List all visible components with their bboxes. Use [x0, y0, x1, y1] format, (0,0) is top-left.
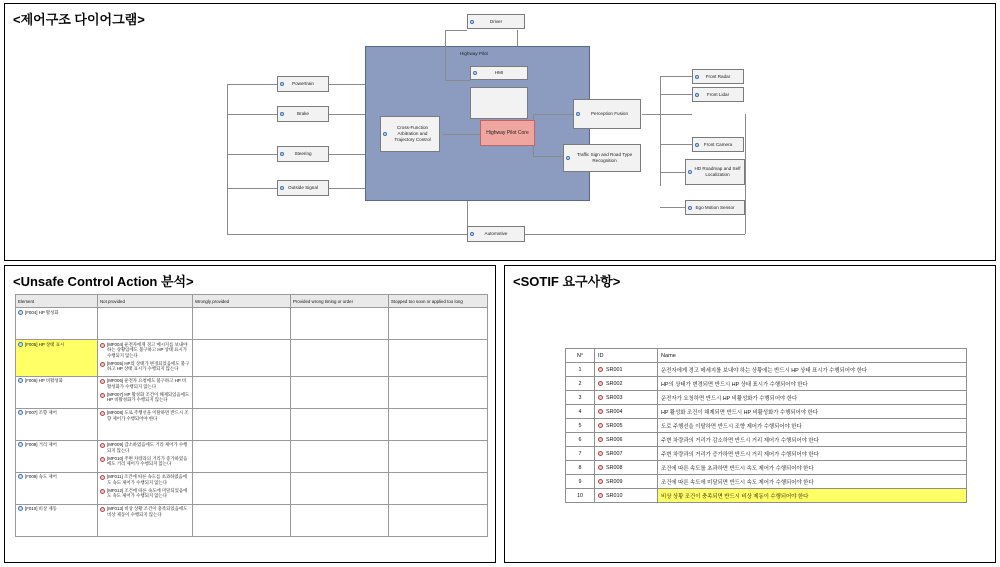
sotif-num-cell: 1: [566, 363, 595, 377]
sotif-num-cell: 8: [566, 461, 595, 475]
control-structure-diagram: [5, 4, 997, 262]
table-row[interactable]: [566, 433, 967, 447]
node-icon: [695, 75, 699, 79]
node-label: Front Radar: [705, 73, 731, 79]
requirement-icon: [598, 437, 603, 442]
sotif-name-cell: 조건에 따른 속도를 초과하면 반드시 속도 제어가 수행되어야 한다: [658, 461, 967, 475]
uca-wrongly-provided-cell: [193, 376, 291, 408]
uca-element-cell: [F005] HP 상태 표시: [16, 340, 98, 377]
uca-item: [MF009] 감소하였음에도 거리 제어가 수행되지 않는다: [100, 442, 190, 453]
uca-not-provided-cell: [98, 472, 193, 504]
sotif-num-cell: 5: [566, 419, 595, 433]
table-row[interactable]: [16, 408, 488, 440]
sotif-num-cell: 4: [566, 405, 595, 419]
node-label: Powertrain: [292, 81, 314, 87]
node-hd-roadmap-localization[interactable]: [685, 159, 745, 185]
node-front-camera[interactable]: [692, 137, 744, 152]
requirement-icon: [598, 451, 603, 456]
element-icon: [18, 378, 23, 383]
connector: [660, 144, 692, 145]
node-label: Brake: [296, 111, 309, 117]
node-cross-function-arbitration[interactable]: [380, 116, 440, 152]
sotif-table-header-row: [566, 349, 967, 363]
table-row[interactable]: [16, 472, 488, 504]
table-row[interactable]: [566, 475, 967, 489]
requirement-icon: [598, 395, 603, 400]
uca-wrongly-provided-cell: [193, 408, 291, 440]
uca-stopped-too-soon-cell: [389, 472, 488, 504]
node-label: Steering: [294, 151, 312, 157]
sotif-num-cell: 3: [566, 391, 595, 405]
connector: [533, 114, 573, 115]
connector: [515, 234, 745, 235]
node-outside-signal[interactable]: [277, 180, 329, 196]
uca-item-icon: [100, 489, 105, 494]
node-front-lidar[interactable]: [692, 87, 744, 102]
connector: [227, 114, 277, 115]
node-icon: [470, 20, 474, 24]
element-icon: [18, 310, 23, 315]
requirement-icon: [598, 479, 603, 484]
uca-item-icon: [100, 411, 105, 416]
node-label: Cross-Function Arbitration and Trajectory Control: [394, 125, 431, 142]
uca-wrong-timing-cell: [291, 340, 389, 377]
node-label: Highway Pilot Core: [486, 130, 529, 136]
uca-not-provided-cell: [98, 504, 193, 536]
connector: [660, 76, 661, 186]
node-label: Ego Motion Sensor: [695, 204, 735, 210]
node-icon: [473, 71, 477, 75]
uca-wrong-timing-cell: [291, 472, 389, 504]
node-icon: [695, 143, 699, 147]
table-row[interactable]: [566, 461, 967, 475]
requirement-icon: [598, 367, 603, 372]
uca-col-element: Element: [16, 295, 98, 308]
table-row[interactable]: [566, 391, 967, 405]
uca-table-header-row: [16, 295, 488, 308]
table-row[interactable]: [16, 504, 488, 536]
uca-element-cell: [F007] 조향 제어: [16, 408, 98, 440]
uca-table: [15, 294, 488, 537]
node-hmi-detail[interactable]: [470, 87, 528, 119]
table-row[interactable]: [566, 489, 967, 503]
node-label: HD Roadmap and Self Localization: [694, 166, 741, 177]
sotif-id-cell: SR003: [595, 391, 658, 405]
sotif-name-cell: 운전자가 요청하면 반드시 HP 비활성화가 수행되어야 한다: [658, 391, 967, 405]
uca-item-icon: [100, 443, 105, 448]
uca-item-icon: [100, 393, 105, 398]
node-icon: [695, 93, 699, 97]
uca-item: [MF011] 조건에 따른 속도를 초과하였음에도 속도 제어가 수행되지 않는다: [100, 474, 190, 485]
sotif-name-cell: HP 활성화 조건이 해제되면 반드시 HP 비활성화가 수행되어야 한다: [658, 405, 967, 419]
panel-title-uca: <Unsafe Control Action 분석>: [13, 274, 194, 289]
uca-not-provided-cell: [98, 340, 193, 377]
sotif-num-cell: 10: [566, 489, 595, 503]
uca-stopped-too-soon-cell: [389, 408, 488, 440]
uca-item-icon: [100, 507, 105, 512]
node-label: Outside Signal: [288, 185, 318, 191]
node-icon: [280, 186, 284, 190]
node-steering[interactable]: [277, 146, 329, 162]
sotif-id-cell: SR009: [595, 475, 658, 489]
uca-wrongly-provided-cell: [193, 340, 291, 377]
sotif-num-cell: 2: [566, 377, 595, 391]
uca-wrongly-provided-cell: [193, 440, 291, 472]
uca-not-provided-cell: [98, 376, 193, 408]
uca-col-not-provided: Not provided: [98, 295, 193, 308]
uca-element-cell: [F006] HP 비활성화: [16, 376, 98, 408]
connector: [445, 30, 467, 31]
uca-col-wrong-timing: Provided wrong timing or order: [291, 295, 389, 308]
connector: [227, 84, 228, 234]
uca-element-cell: [F009] 속도 제어: [16, 472, 98, 504]
requirement-icon: [598, 465, 603, 470]
uca-wrongly-provided-cell: [193, 472, 291, 504]
element-icon: [18, 410, 23, 415]
requirement-icon: [598, 381, 603, 386]
panel-title-diagram: <제어구조 다이어그램>: [13, 12, 145, 27]
element-icon: [18, 342, 23, 347]
node-label: Driver: [489, 18, 503, 24]
uca-element-cell: [F010] 비상 제동: [16, 504, 98, 536]
table-row[interactable]: [16, 440, 488, 472]
sotif-col-id: ID: [595, 349, 658, 363]
uca-stopped-too-soon-cell: [389, 504, 488, 536]
control-structure-panel: [4, 3, 996, 261]
node-automotive[interactable]: [467, 226, 525, 242]
node-icon: [470, 232, 474, 236]
uca-item: [MF013] 비상 상황 조건이 충족되었음에도 비상 제동이 수행되지 않는다: [100, 506, 190, 517]
uca-element-cell: [F008] 거리 제어: [16, 440, 98, 472]
uca-item: [MF005] HP의 상태가 변경되었음에도 불구하고 HP 상태 표시가 수행되지 않는다: [100, 361, 190, 372]
element-icon: [18, 506, 23, 511]
uca-item: [MF010] 주변 차량과의 거리가 증가하였음에도 거리 제어가 수행되지 않는다: [100, 456, 190, 467]
node-label: Automotive: [484, 231, 508, 237]
connector: [227, 188, 277, 189]
node-driver[interactable]: [467, 14, 525, 29]
connector: [745, 114, 746, 234]
uca-item-icon: [100, 362, 105, 367]
node-label: HMI: [494, 70, 504, 76]
element-icon: [18, 442, 23, 447]
requirement-icon: [598, 409, 603, 414]
connector: [517, 30, 518, 46]
node-label: Front Lidar: [706, 91, 730, 97]
uca-stopped-too-soon-cell: [389, 440, 488, 472]
node-brake[interactable]: [277, 106, 329, 122]
node-powertrain[interactable]: [277, 76, 329, 92]
uca-item-icon: [100, 475, 105, 480]
connector: [642, 114, 692, 115]
node-icon: [280, 152, 284, 156]
connector: [227, 234, 467, 235]
uca-panel: [4, 265, 496, 563]
connector: [533, 156, 563, 157]
uca-wrongly-provided-cell: [193, 504, 291, 536]
node-label: Front Camera: [703, 141, 733, 147]
uca-stopped-too-soon-cell: [389, 340, 488, 377]
connector: [442, 134, 482, 135]
sotif-id-cell: SR002: [595, 377, 658, 391]
sotif-table-body: [566, 363, 967, 503]
node-icon: [566, 156, 570, 160]
sotif-col-num: N°: [566, 349, 595, 363]
table-row[interactable]: [566, 419, 967, 433]
uca-wrong-timing-cell: [291, 408, 389, 440]
sotif-id-cell: SR001: [595, 363, 658, 377]
connector: [227, 154, 277, 155]
table-row[interactable]: [566, 447, 967, 461]
sotif-name-cell: 주변 차량과의 거리가 증가하면 반드시 거리 제어가 수행되어야 한다: [658, 447, 967, 461]
sotif-name-cell: HP의 상태가 변경되면 반드시 HP 상태 표시가 수행되어야 한다: [658, 377, 967, 391]
connector: [445, 30, 446, 80]
uca-wrong-timing-cell: [291, 308, 389, 340]
highway-pilot-region-label: Highway Pilot: [460, 51, 488, 56]
requirement-icon: [598, 423, 603, 428]
sotif-id-cell: SR010: [595, 489, 658, 503]
element-icon: [18, 474, 23, 479]
table-row[interactable]: [566, 363, 967, 377]
uca-item-icon: [100, 457, 105, 462]
panel-title-sotif: <SOTIF 요구사항>: [513, 274, 621, 289]
node-icon: [280, 112, 284, 116]
node-icon: [688, 206, 692, 210]
connector: [660, 76, 692, 77]
connector: [227, 84, 277, 85]
table-row[interactable]: [566, 405, 967, 419]
node-highway-pilot-core[interactable]: [480, 120, 535, 146]
node-label: Traffic Sign and Road Type Recognition: [576, 152, 633, 163]
table-row[interactable]: [16, 308, 488, 340]
node-ego-motion-sensor[interactable]: [685, 200, 745, 215]
uca-item: [MF006] 운전자 요청에도 불구하고 HP 비활성화가 수행되지 않는다: [100, 378, 190, 389]
node-front-radar[interactable]: [692, 69, 744, 84]
node-icon: [280, 82, 284, 86]
uca-item: [MF004] 운전자에게 경고 메시지를 보내야 하는 상황임에도 불구하고 HP 상태 표시가 수행되지 않는다: [100, 342, 190, 359]
sotif-name-cell: 조건에 따른 속도에 미달되면 반드시 속도 제어가 수행되어야 한다: [658, 475, 967, 489]
node-icon: [383, 132, 387, 136]
uca-item-icon: [100, 343, 105, 348]
connector: [445, 80, 470, 81]
node-perception-fusion[interactable]: [573, 99, 641, 129]
sotif-num-cell: 9: [566, 475, 595, 489]
node-label: Perception Fusion: [590, 111, 629, 117]
sotif-col-name: Name: [658, 349, 967, 363]
sotif-id-cell: SR004: [595, 405, 658, 419]
uca-wrong-timing-cell: [291, 376, 389, 408]
sotif-id-cell: SR005: [595, 419, 658, 433]
sotif-table: [565, 348, 967, 503]
uca-wrongly-provided-cell: [193, 308, 291, 340]
uca-stopped-too-soon-cell: [389, 376, 488, 408]
sotif-id-cell: SR007: [595, 447, 658, 461]
sotif-name-cell: 도로 주행선을 이탈하면 반드시 조향 제어가 수행되어야 한다: [658, 419, 967, 433]
requirement-icon: [598, 493, 603, 498]
sotif-name-cell: 비상 상황 조건이 충족되면 반드시 비상 제동이 수행되어야 한다: [658, 489, 967, 503]
uca-element-cell: [F004] HP 활성화: [16, 308, 98, 340]
connector: [660, 94, 692, 95]
node-icon: [576, 112, 580, 116]
uca-col-stopped-too-soon: Stopped too soon or applied too long: [389, 295, 488, 308]
sotif-panel: [504, 265, 996, 563]
sotif-num-cell: 7: [566, 447, 595, 461]
uca-not-provided-cell: [98, 308, 193, 340]
sotif-num-cell: 6: [566, 433, 595, 447]
sotif-id-cell: SR006: [595, 433, 658, 447]
node-traffic-sign-recognition[interactable]: [563, 144, 641, 172]
table-row[interactable]: [16, 376, 488, 408]
uca-wrong-timing-cell: [291, 440, 389, 472]
uca-col-wrongly-provided: Wrongly provided: [193, 295, 291, 308]
uca-stopped-too-soon-cell: [389, 308, 488, 340]
sotif-name-cell: 주변 차량과의 거리가 감소하면 반드시 거리 제어가 수행되어야 한다: [658, 433, 967, 447]
uca-not-provided-cell: [98, 408, 193, 440]
uca-item-icon: [100, 379, 105, 384]
uca-wrong-timing-cell: [291, 504, 389, 536]
uca-item: [MF007] HP 활성화 조건이 해제되었음에도 HP 비활성화가 수행되지 않는다: [100, 392, 190, 403]
uca-not-provided-cell: [98, 440, 193, 472]
sotif-name-cell: 운전자에게 경고 메세지를 보내야 하는 상황에는 반드시 HP 상태 표시가 수행되어야 한다: [658, 363, 967, 377]
table-row[interactable]: [16, 340, 488, 377]
node-icon: [688, 170, 692, 174]
uca-table-body: [16, 308, 488, 537]
uca-item: [MF008] 도로 주행선을 이탈하면 반드시 조향 제어가 수행되어야 한다: [100, 410, 190, 421]
sotif-id-cell: SR008: [595, 461, 658, 475]
uca-item: [MF012] 조건에 따른 속도에 미달되었음에도 속도 제어가 수행되지 않는다: [100, 488, 190, 499]
table-row[interactable]: [566, 377, 967, 391]
node-hmi[interactable]: [470, 66, 528, 80]
